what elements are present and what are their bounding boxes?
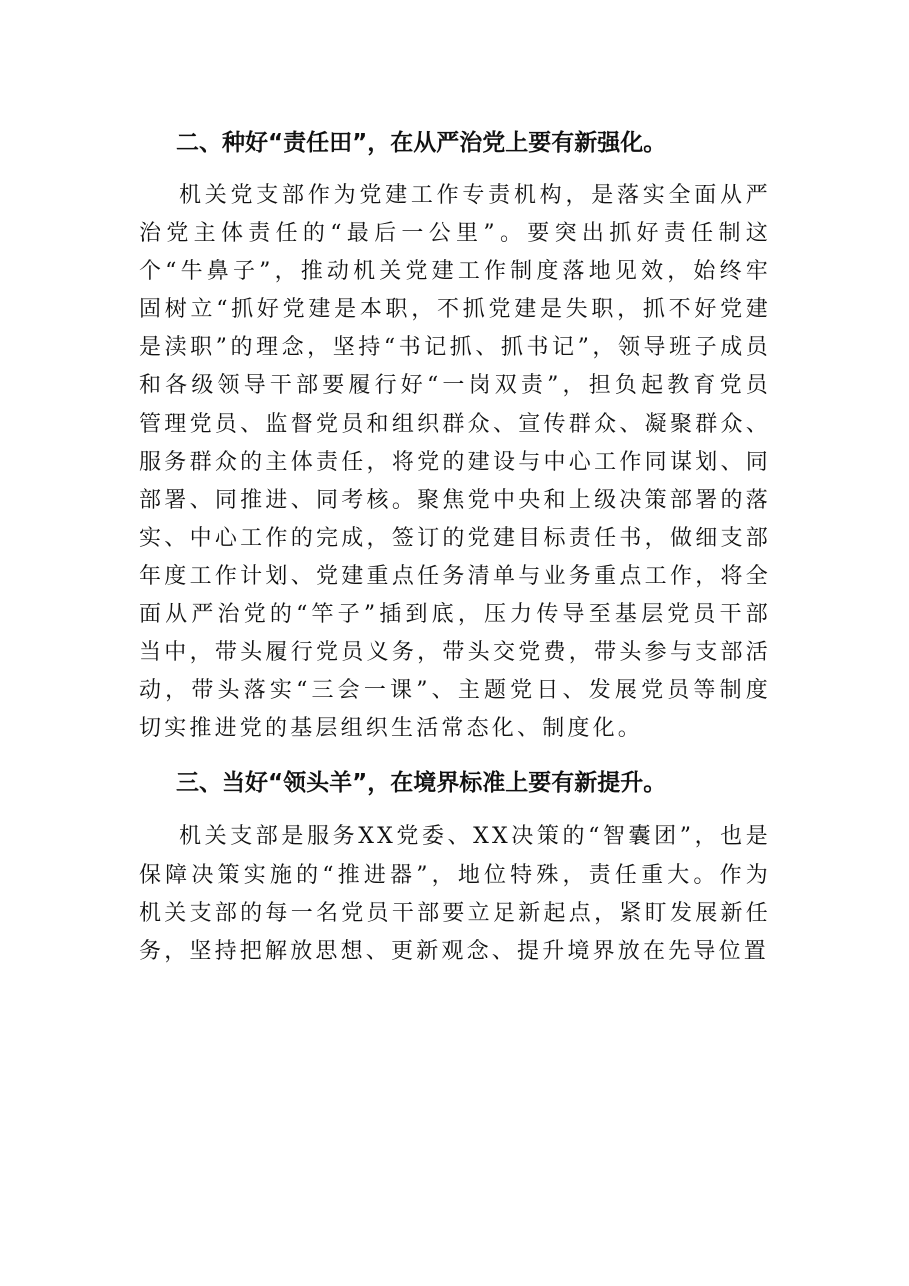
section-paragraph-responsibility-field: 机关党支部作为党建工作专责机构，是落实全面从严治党主体责任的“最后一公里”。要突出抓好责任制这个“牛鼻子”，推动机关党建工作制度落地见效，始终牢固树立“抓好党建是本职，不抓党建是失职，抓不好党建是渎职”的理念，坚持“书记抓、抓书记”，领导班子成员和各级领导干部要履行好“一岗双责”，担负起教育党员管理党员、监督党员和组织群众、宣传群众、凝聚群众、服务群众的主体责任，将党的建设与中心工作同谋划、同部署、同推进、同考核。聚焦党中央和上级决策部署的落实、中心工作的完成，签订的党建目标责任书，做细支部年度工作计划、党建重点任务清单与业务重点工作，将全面从严治党的“竿子”插到底，压力传导至基层党员干部当中，带头履行党员义务，带头交党费，带头参与支部活动，带头落实“三会一课”、主题党日、发展党员等制度切实推进党的基层组织生活常态化、制度化。 xyxy=(139,183,771,742)
section-paragraph-bellwether: 机关支部是服务XX党委、XX决策的“智囊团”，也是保障决策实施的“推进器”，地位特殊，责任重大。作为机关支部的每一名党员干部要立足新起点，紧盯发展新任务，坚持把解放思想、更新观念、提升境界放在先导位置 xyxy=(139,824,771,964)
document-body xyxy=(139,124,771,971)
section-heading-responsibility-field: 二、种好“责任田”，在从严治党上要有新强化。 xyxy=(176,130,667,156)
section-heading-bellwether: 三、当好“领头羊”，在境界标准上要有新提升。 xyxy=(176,770,667,797)
